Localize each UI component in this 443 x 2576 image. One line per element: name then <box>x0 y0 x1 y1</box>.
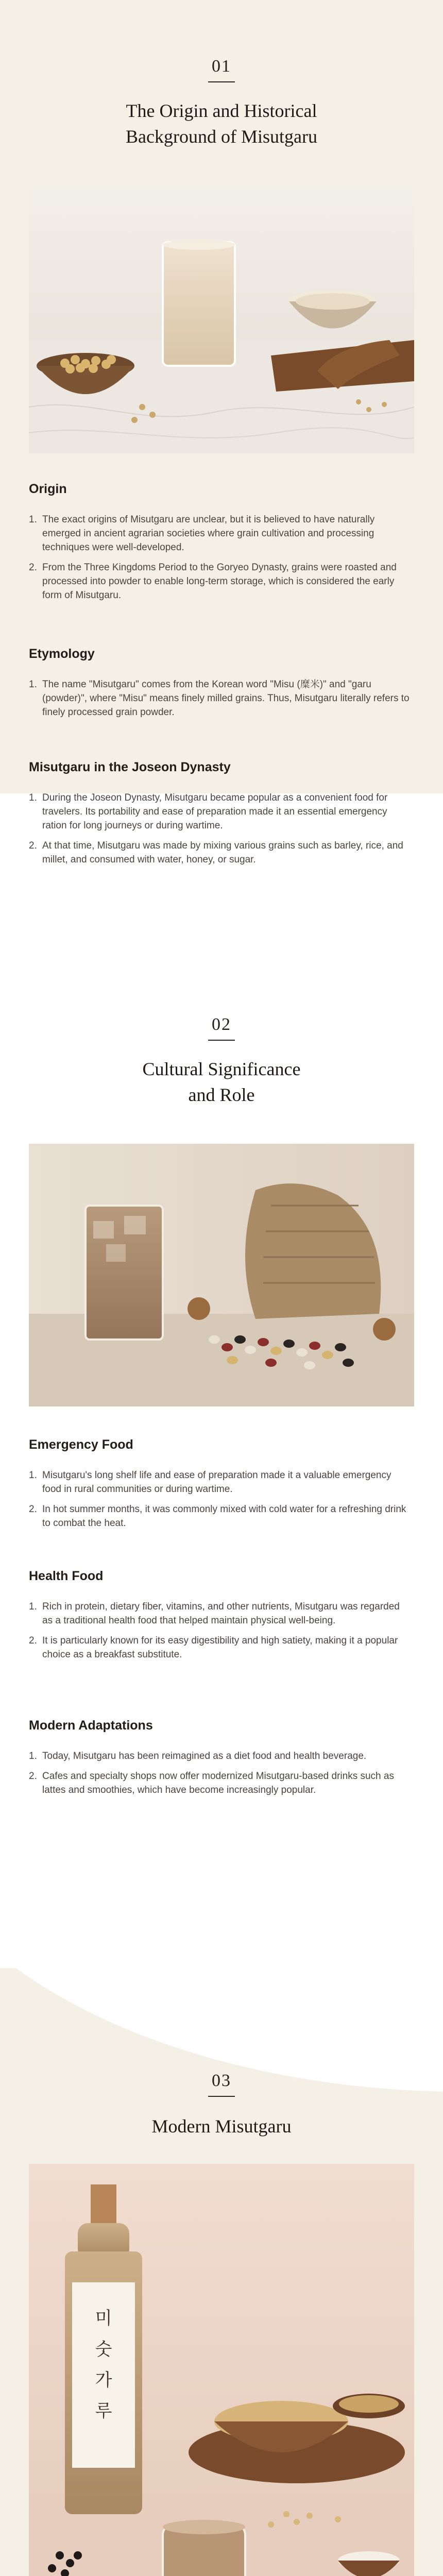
list-item-text: Rich in protein, dietary fiber, vitamins, and other nutrients, Misutgaru was regarded as a traditional health food that helped maintain physical well-being. <box>42 1601 400 1626</box>
title-line: The Origin and Historical <box>126 100 317 121</box>
section-number-rule <box>208 1040 235 1041</box>
list-marker: 1. <box>29 514 37 525</box>
list-item <box>29 513 410 554</box>
list-item-text: During the Joseon Dynasty, Misutgaru became popular as a convenient food for travelers. Its portability and ease of preparation made it an essential emergency ration for long journeys or during wartime. <box>42 792 388 831</box>
list-marker: 2. <box>29 1635 37 1646</box>
list-item-text: It is particularly known for its easy digestibility and high satiety, making it a popular choice as a breakfast substitute. <box>42 1635 398 1660</box>
list-item <box>29 561 410 602</box>
list-marker: 2. <box>29 1504 37 1515</box>
section-number: 01 <box>212 57 231 76</box>
list-item-text: From the Three Kingdoms Period to the Goryeo Dynasty, grains were roasted and processed into powder to enable long-term storage, which is considered the early form of Misutgaru. <box>42 562 397 601</box>
section-modern <box>0 1968 443 2576</box>
bottle-label: 미숫가루 <box>95 2308 112 2421</box>
section-number: 02 <box>212 1015 231 1034</box>
subsection-list <box>29 791 410 873</box>
subsection-heading: Etymology <box>29 647 95 661</box>
photo-origin-illustration <box>29 185 414 453</box>
list-marker: 1. <box>29 792 37 803</box>
photo-cultural-illustration <box>29 1144 414 1406</box>
list-item <box>29 1749 410 1763</box>
list-item <box>29 1600 410 1628</box>
subsection-list <box>29 1468 410 1536</box>
list-marker: 1. <box>29 1601 37 1612</box>
subsection-heading: Origin <box>29 482 67 496</box>
title-line: Modern Misutgaru <box>151 2116 292 2137</box>
list-item <box>29 1769 410 1797</box>
section-title <box>0 98 443 149</box>
subsection-list <box>29 1600 410 1668</box>
section-origin <box>0 0 443 958</box>
list-item <box>29 1468 410 1496</box>
list-item <box>29 1634 410 1662</box>
list-marker: 2. <box>29 1771 37 1782</box>
photo-origin <box>29 185 414 453</box>
title-line: and Role <box>188 1084 255 1105</box>
subsection-list <box>29 1749 410 1803</box>
list-item-text: In hot summer months, it was commonly mixed with cold water for a refreshing drink to combat the heat. <box>42 1504 406 1529</box>
list-item-text: Misutgaru's long shelf life and ease of preparation made it a valuable emergency food in rural communities or during wartime. <box>42 1470 391 1495</box>
list-item-text: Today, Misutgaru has been reimagined as a diet food and health beverage. <box>42 1751 367 1761</box>
section-title <box>0 1056 443 1108</box>
section-cultural <box>0 958 443 1968</box>
photo-cultural <box>29 1144 414 1406</box>
subsection-heading: Misutgaru in the Joseon Dynasty <box>29 760 231 774</box>
list-item <box>29 677 410 719</box>
subsection-heading: Health Food <box>29 1569 104 1583</box>
list-marker: 1. <box>29 1470 37 1481</box>
list-marker: 2. <box>29 840 37 851</box>
section-number-rule <box>208 81 235 82</box>
list-item-text: At that time, Misutgaru was made by mixing various grains such as barley, rice, and millet, and consumed with water, honey, or sugar. <box>42 840 403 865</box>
section-title <box>0 2113 443 2139</box>
list-item-text: Cafes and specialty shops now offer modernized Misutgaru-based drinks such as lattes and smoothies, which have become increasingly popular. <box>42 1771 394 1795</box>
photo-modern <box>29 2164 414 2576</box>
subsection-list <box>29 513 410 608</box>
section-number: 03 <box>212 2071 231 2090</box>
section-number-rule <box>208 2096 235 2097</box>
list-item-text: The name "Misutgaru" comes from the Korean word "Misu (糜米)" and "garu (powder)", where "Misu" means finely milled grains. Thus, Misutgaru literally refers to finely processed grain powder. <box>42 679 410 718</box>
title-line: Background of Misutgaru <box>126 126 317 147</box>
title-line: Cultural Significance <box>142 1059 301 1079</box>
list-marker: 2. <box>29 562 37 573</box>
list-marker: 1. <box>29 679 37 690</box>
list-marker: 1. <box>29 1751 37 1761</box>
list-item <box>29 1502 410 1530</box>
list-item <box>29 839 410 867</box>
photo-modern-illustration <box>29 2164 414 2576</box>
subsection-list <box>29 677 410 725</box>
subsection-heading: Modern Adaptations <box>29 1718 153 1733</box>
subsection-heading: Emergency Food <box>29 1437 133 1452</box>
list-item <box>29 791 410 833</box>
list-item-text: The exact origins of Misutgaru are unclear, but it is believed to have naturally emerged in ancient agrarian societies where grain cultivation and processing techniques were well-developed. <box>42 514 375 553</box>
